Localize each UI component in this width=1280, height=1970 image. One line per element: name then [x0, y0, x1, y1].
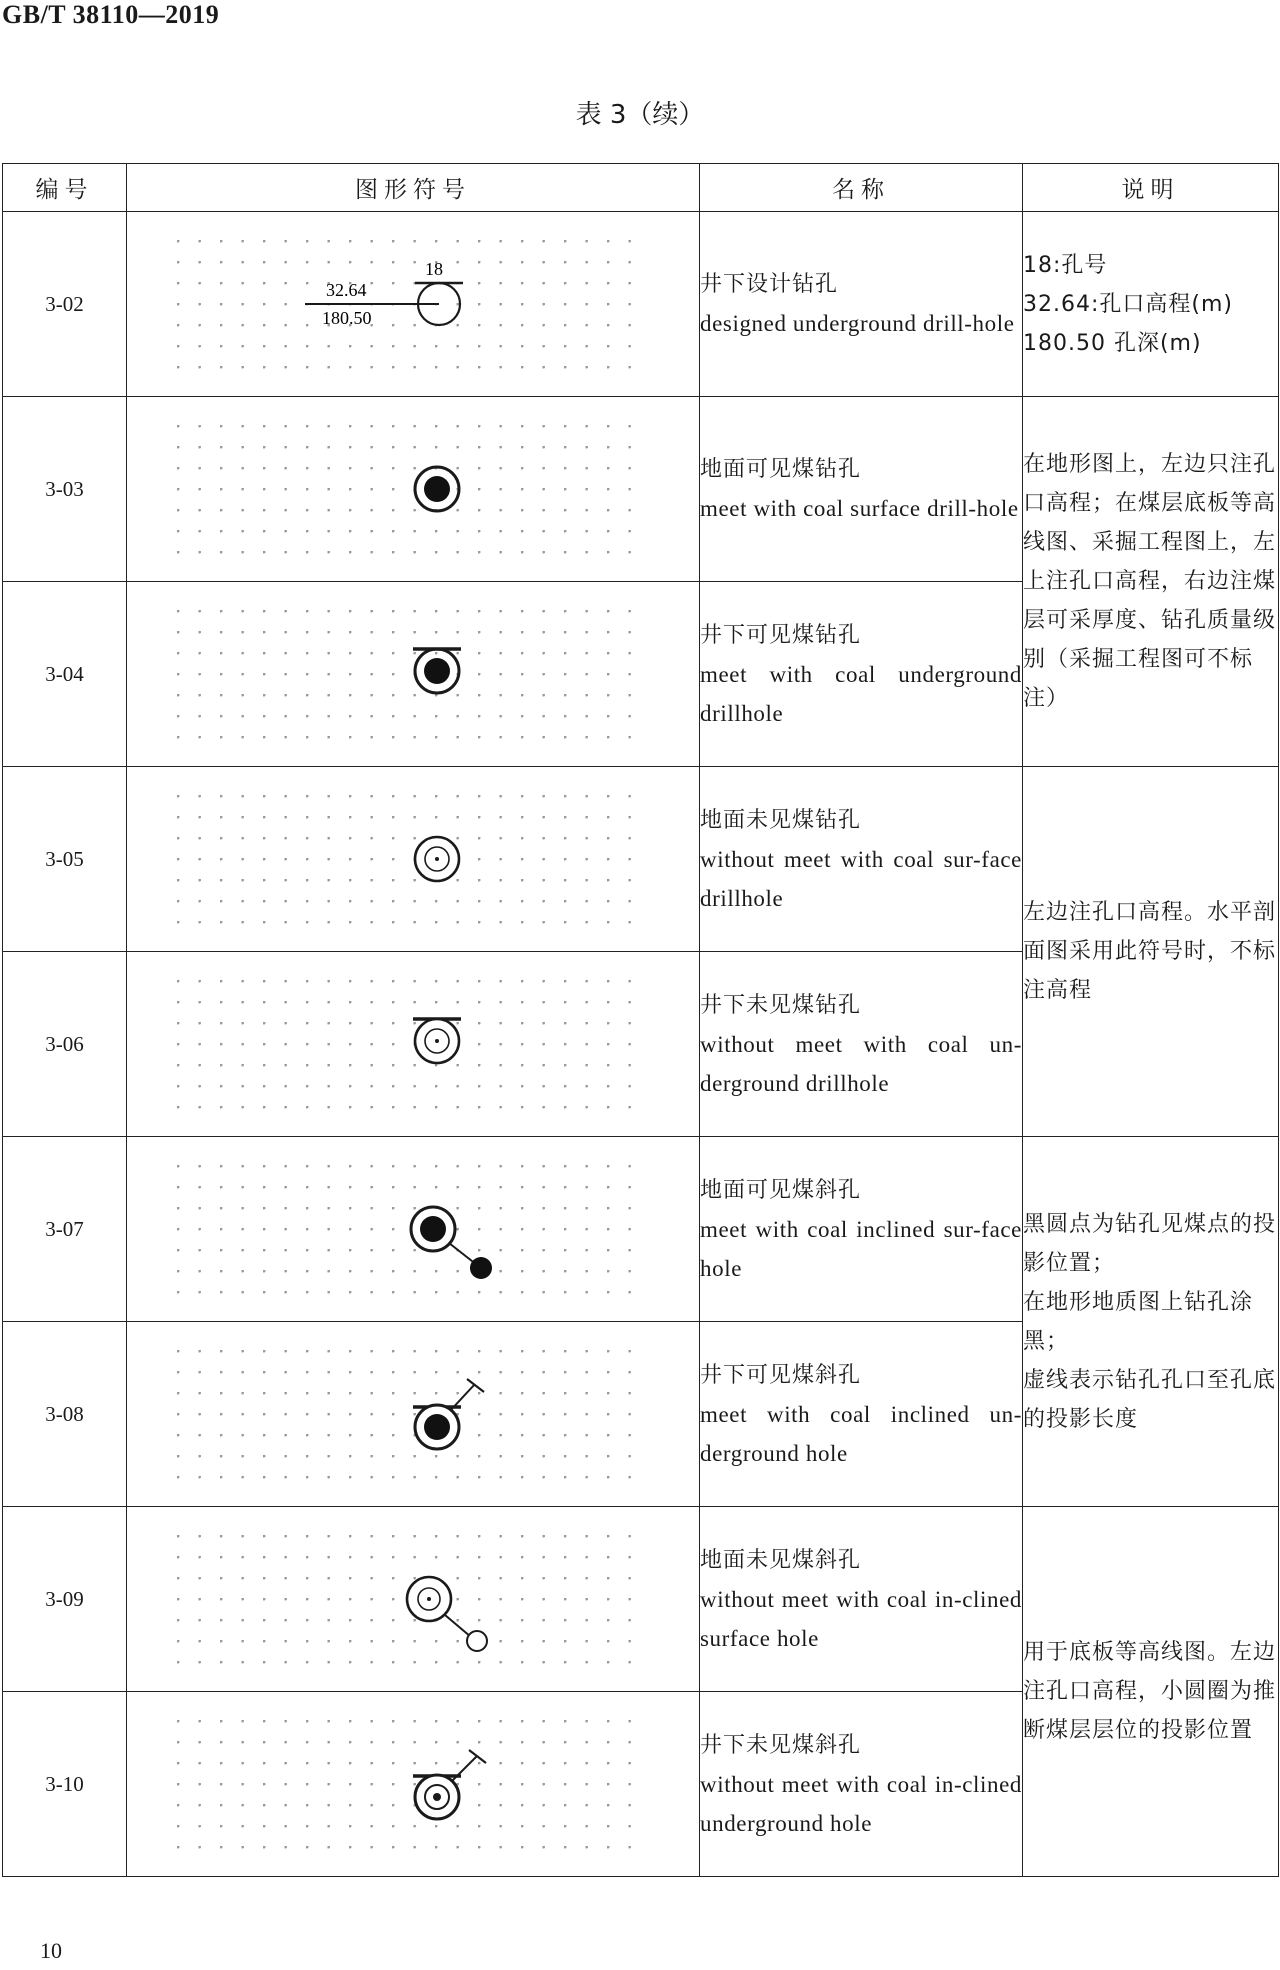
underground-coal-inclined-hole-symbol — [127, 1322, 699, 1506]
note-cell — [1023, 1137, 1279, 1507]
name-cell — [700, 1507, 1023, 1692]
name-cell — [700, 582, 1023, 767]
note-cell — [1023, 212, 1279, 397]
symbol-cell — [127, 767, 700, 952]
symbol-cell — [127, 1137, 700, 1322]
row-number: 3-06 — [3, 952, 127, 1137]
note-line: 虚线表示钻孔孔口至孔底的投影长度 — [1023, 1367, 1277, 1432]
name-zh: 地面未见煤斜孔 — [700, 1547, 862, 1573]
hole-number-label: 18 — [425, 259, 443, 279]
name-cell — [700, 767, 1023, 952]
row-number: 3-02 — [3, 212, 127, 397]
symbol-cell — [127, 1322, 700, 1507]
table-row — [3, 1137, 1279, 1322]
table-title: 表 3（续） — [575, 100, 705, 130]
name-en: without meet with coal un-derground drillhole — [700, 1031, 1022, 1096]
name-cell — [700, 212, 1023, 397]
name-cell — [700, 1322, 1023, 1507]
symbol-cell — [127, 952, 700, 1137]
row-number: 3-10 — [3, 1692, 127, 1877]
name-zh: 井下未见煤斜孔 — [700, 1732, 862, 1758]
surface-coal-inclined-hole-symbol — [127, 1137, 699, 1321]
name-en: meet with coal inclined un-derground hole — [700, 1401, 1022, 1466]
note-line: 在地形地质图上钻孔涂黑； — [1023, 1289, 1254, 1354]
row-number: 3-08 — [3, 1322, 127, 1507]
name-en: without meet with coal in-clined underground hole — [700, 1771, 1022, 1836]
depth-label: 180.50 — [322, 308, 372, 328]
name-cell — [700, 397, 1023, 582]
row-number: 3-03 — [3, 397, 127, 582]
header-num: 编号 — [3, 164, 127, 212]
name-zh: 地面未见煤钻孔 — [700, 807, 862, 833]
note-cell: 用于底板等高线图。左边注孔口高程，小圆圈为推断煤层层位的投影位置 — [1023, 1507, 1279, 1877]
row-number: 3-05 — [3, 767, 127, 952]
underground-no-coal-inclined-hole-symbol — [127, 1692, 699, 1876]
symbol-cell — [127, 1507, 700, 1692]
surface-no-coal-inclined-hole-symbol — [127, 1507, 699, 1691]
designed-underground-drillhole-symbol — [127, 212, 699, 396]
name-zh: 井下可见煤钻孔 — [700, 622, 862, 648]
name-zh: 井下设计钻孔 — [700, 272, 839, 297]
elevation-label: 32.64 — [326, 280, 367, 300]
name-en: without meet with coal in-clined surface hole — [700, 1586, 1022, 1651]
row-number: 3-07 — [3, 1137, 127, 1322]
name-cell — [700, 1692, 1023, 1877]
symbol-cell — [127, 1692, 700, 1877]
table-row — [3, 397, 1279, 582]
note-line: 18:孔号 — [1023, 252, 1108, 278]
symbol-cell — [127, 212, 700, 397]
table-row — [3, 212, 1279, 397]
symbol-table — [2, 163, 1279, 1877]
note-line: 黑圆点为钻孔见煤点的投影位置； — [1023, 1211, 1277, 1276]
header-name: 名称 — [700, 164, 1023, 212]
note-line: 180.50 孔深(m) — [1023, 330, 1202, 356]
underground-no-coal-drillhole-symbol — [127, 952, 699, 1136]
name-en: meet with coal surface drill-hole — [700, 496, 1019, 521]
row-number: 3-09 — [3, 1507, 127, 1692]
table-row — [3, 767, 1279, 952]
underground-coal-drillhole-symbol — [127, 582, 699, 766]
symbol-cell — [127, 397, 700, 582]
note-cell: 在地形图上，左边只注孔口高程；在煤层底板等高线图、采掘工程图上，左上注孔口高程，右边注煤层可采厚度、钻孔质量级别（采掘工程图可不标注） — [1023, 397, 1279, 767]
name-en: without meet with coal sur-face drillhole — [700, 846, 1022, 911]
header-note: 说明 — [1023, 164, 1279, 212]
name-zh: 地面可见煤钻孔 — [700, 457, 862, 482]
surface-no-coal-drillhole-symbol — [127, 767, 699, 951]
header-symbol: 图形符号 — [127, 164, 700, 212]
note-cell: 左边注孔口高程。水平剖面图采用此符号时，不标注高程 — [1023, 767, 1279, 1137]
table-header-row — [3, 164, 1279, 212]
symbol-cell — [127, 582, 700, 767]
standard-code: GB/T 38110—2019 — [2, 0, 220, 29]
name-zh: 井下可见煤斜孔 — [700, 1362, 862, 1388]
name-zh: 井下未见煤钻孔 — [700, 992, 862, 1018]
name-cell — [700, 952, 1023, 1137]
note-line: 32.64:孔口高程(m) — [1023, 291, 1233, 317]
name-en: meet with coal inclined sur-face hole — [700, 1216, 1022, 1281]
name-cell — [700, 1137, 1023, 1322]
surface-coal-drillhole-symbol — [127, 397, 699, 581]
name-zh: 地面可见煤斜孔 — [700, 1177, 862, 1203]
name-en: designed underground drill-hole — [700, 311, 1015, 336]
page-number: 10 — [40, 1938, 62, 1963]
name-en: meet with coal underground drillhole — [700, 661, 1022, 726]
row-number: 3-04 — [3, 582, 127, 767]
table-row — [3, 1507, 1279, 1692]
